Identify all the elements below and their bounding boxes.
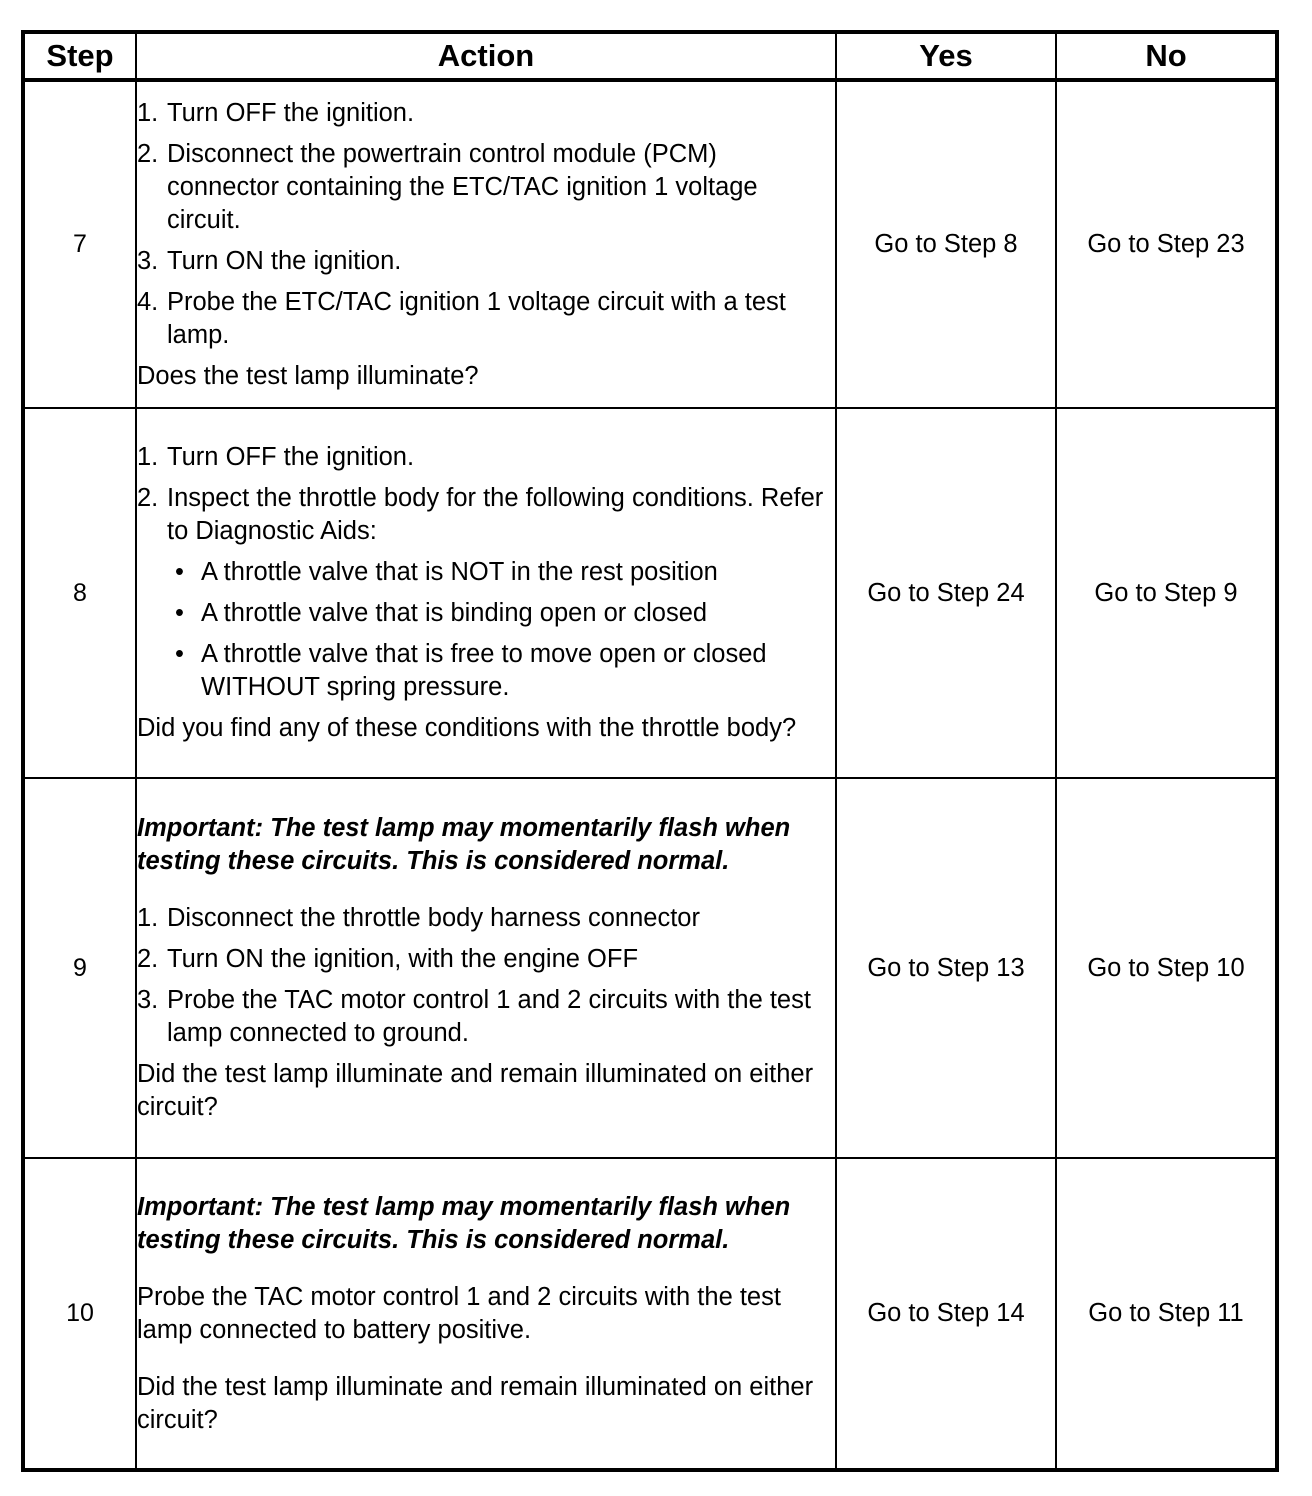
diagnostic-table <box>21 30 1279 1472</box>
action-column-header: Action <box>136 32 836 80</box>
yes-result: Go to Step 14 <box>836 1158 1056 1470</box>
yes-result: Go to Step 24 <box>836 408 1056 778</box>
question-text: Did you find any of these conditions with the throttle body? <box>137 714 797 742</box>
bullet-item: • A throttle valve that is NOT in the rest position <box>137 556 835 589</box>
bullet-icon: • <box>175 558 184 586</box>
no-column-header: No <box>1056 32 1277 80</box>
table-row <box>23 778 1277 1158</box>
table-row <box>23 1158 1277 1470</box>
no-result: Go to Step 9 <box>1056 408 1277 778</box>
action-cell <box>136 80 836 408</box>
action-cell <box>136 1158 836 1470</box>
step-number: 8 <box>23 408 136 778</box>
bullet-item: • A throttle valve that is free to move open or closed WITHOUT spring pressure. <box>175 640 767 701</box>
numbered-item: 3. Turn ON the ignition. <box>137 246 402 275</box>
numbered-item: 2. Disconnect the powertrain control module (PCM) connector containing the ETC/TAC ignition 1 voltage circuit. <box>137 139 758 234</box>
no-result: Go to Step 23 <box>1056 80 1277 408</box>
numbered-item: 1. Disconnect the throttle body harness connector <box>137 904 700 932</box>
step-number: 7 <box>23 80 136 408</box>
important-note: Important: The test lamp may momentarily flash when testing these circuits. This is considered normal. <box>137 814 791 875</box>
action-cell <box>136 778 836 1158</box>
header-row <box>23 32 1277 80</box>
numbered-item: 1. Turn OFF the ignition. <box>137 98 415 127</box>
action-cell <box>136 408 836 778</box>
numbered-item: 2. Turn ON the ignition, with the engine OFF <box>137 945 639 973</box>
bullet-icon: • <box>175 599 184 627</box>
important-note: Important: The test lamp may momentarily flash when testing these circuits. This is considered normal. <box>137 1192 791 1254</box>
no-result: Go to Step 10 <box>1056 778 1277 1158</box>
numbered-item: 1. Turn OFF the ignition. <box>137 443 415 471</box>
instruction-paragraph: Probe the TAC motor control 1 and 2 circuits with the test lamp connected to battery positive. <box>137 1282 781 1344</box>
question-text: Did the test lamp illuminate and remain illuminated on either circuit? <box>137 1372 814 1434</box>
step-number: 10 <box>23 1158 136 1470</box>
bullet-item: • A throttle valve that is binding open or closed <box>137 597 835 630</box>
numbered-item: 3. Probe the TAC motor control 1 and 2 circuits with the test lamp connected to ground. <box>137 986 811 1047</box>
table-row <box>23 408 1277 778</box>
numbered-item: 4. Probe the ETC/TAC ignition 1 voltage circuit with a test lamp. <box>137 287 786 349</box>
yes-result: Go to Step 13 <box>836 778 1056 1158</box>
yes-result: Go to Step 8 <box>836 80 1056 408</box>
question-text: Did the test lamp illuminate and remain illuminated on either circuit? <box>137 1060 814 1121</box>
bullet-icon: • <box>175 640 184 668</box>
yes-column-header: Yes <box>836 32 1056 80</box>
step-number: 9 <box>23 778 136 1158</box>
question-text: Does the test lamp illuminate? <box>137 361 479 390</box>
numbered-item: 2. Inspect the throttle body for the following conditions. Refer to Diagnostic Aids: <box>137 484 824 545</box>
step-column-header: Step <box>23 32 136 80</box>
table-row <box>23 80 1277 408</box>
no-result: Go to Step 11 <box>1056 1158 1277 1470</box>
